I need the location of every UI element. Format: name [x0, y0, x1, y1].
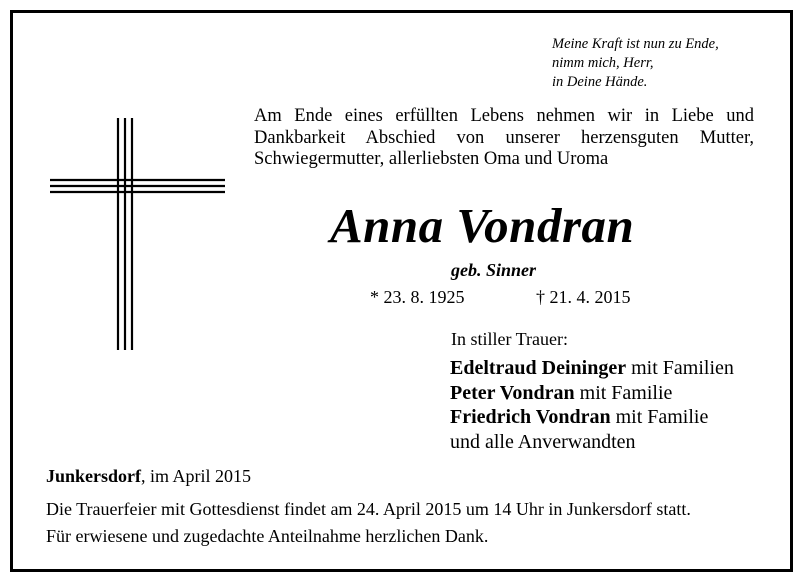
- cross-icon: [50, 118, 225, 350]
- mourner-name: Peter Vondran: [450, 381, 575, 404]
- motto-line: Meine Kraft ist nun zu Ende,: [552, 36, 719, 52]
- mourner-entry: [450, 381, 734, 406]
- place-date-text: , im April 2015: [141, 466, 252, 486]
- mourner-name: Friedrich Vondran: [450, 406, 611, 428]
- place-date: [46, 466, 251, 487]
- mourner-suffix: und alle Anverwandten: [450, 430, 636, 453]
- death-date: † 21. 4. 2015: [536, 287, 631, 307]
- birth-date: * 23. 8. 1925: [370, 287, 465, 307]
- maiden-name: geb. Sinner: [451, 260, 537, 280]
- place-town: Junkersdorf: [46, 466, 142, 486]
- service-info: [46, 496, 691, 550]
- mourners-heading: In stiller Trauer:: [451, 329, 568, 349]
- deceased-name: Anna Vondran: [330, 198, 635, 253]
- service-line: Die Trauerfeier mit Gottesdienst findet am 24. April 2015 um 14 Uhr in Junkersdorf statt.: [46, 499, 691, 519]
- mourner-name: Edeltraud Deininger: [450, 357, 627, 379]
- mourner-entry: [450, 356, 734, 381]
- intro-text: [254, 106, 754, 171]
- service-line: Für erwiesene und zugedachte Anteilnahme herzlichen Dank.: [46, 526, 489, 546]
- mourner-entry: [450, 405, 734, 430]
- motto-line: nimm mich, Herr,: [552, 55, 654, 71]
- mourner-entry: [450, 430, 734, 455]
- intro-line: Dankbarkeit Abschied von unserer herzensguten Mutter,: [254, 127, 754, 148]
- intro-line: Schwiegermutter, allerliebsten Oma und Uroma: [254, 149, 609, 169]
- mourner-suffix: mit Familie: [610, 406, 709, 428]
- intro-line: Am Ende eines erfüllten Lebens nehmen wir in Liebe und: [254, 106, 754, 126]
- motto-verse: [552, 35, 719, 92]
- motto-line: in Deine Hände.: [552, 74, 648, 90]
- mourners-list: [450, 356, 734, 454]
- mourner-suffix: mit Familie: [574, 381, 673, 404]
- mourner-suffix: mit Familien: [626, 357, 734, 379]
